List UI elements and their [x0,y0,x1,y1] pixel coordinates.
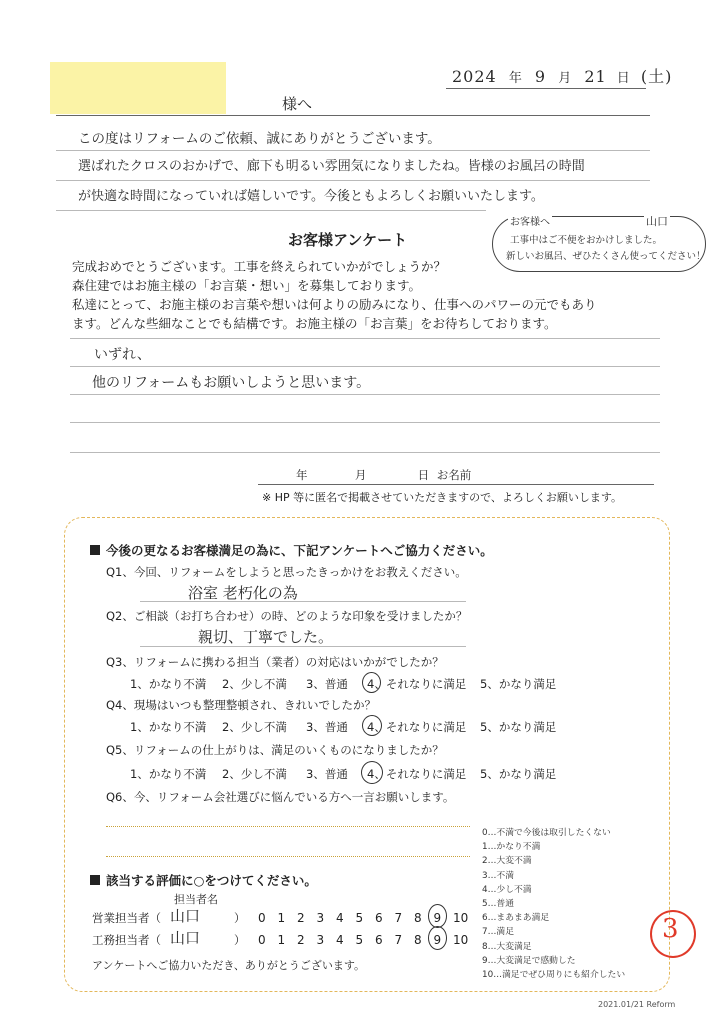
construction-score-5[interactable]: 5 [355,933,364,947]
date-weekday: (土) [640,67,673,86]
intro-text [72,257,597,333]
letter-line-1: この度はリフォームのご依頼、誠にありがとうございます。 [78,131,441,147]
sales-score-10[interactable]: 10 [453,911,469,925]
construction-score-9[interactable]: 9 [433,933,442,947]
sig-year: 年 [296,468,308,482]
letter-line-2: 選ばれたクロスのおかげで、廊下も明るい雰囲気になりましたね。皆様のお風呂の時間 [78,159,585,174]
intro-line-1: 完成おめでとうございます。工事を終えられていかがでしょうか？ [72,259,447,274]
sig-name: お名前 [436,468,472,482]
q4-option-4[interactable]: 4、それなりに満足 [367,720,467,734]
comment-rule-2 [70,366,660,367]
q4-option-1[interactable]: 1、かなり不満 [130,720,207,734]
comment-rule-4 [70,422,660,423]
comment-line-2: 他のリフォームもお願いしようと思います。 [92,375,371,391]
q4-selected-circle [362,715,382,736]
construction-score-0[interactable]: 0 [258,933,266,947]
salutation-underline [56,115,650,116]
balloon-line-1: 工事中はご不便をおかけしました。 [510,235,663,246]
sales-score-3[interactable]: 3 [316,911,325,925]
signature-underline [258,484,654,485]
date-underline [446,88,646,89]
intro-line-4: ます。どんな些細なことでも結構です。お施主様の「お言葉」をお待ちしております。 [72,316,557,331]
section1-title [90,541,493,559]
question-5: Q5、リフォームの仕上がりは、満足のいくものになりましたか？ [106,743,444,757]
scale-10: 10…満足でぜひ周りにも紹介したい [482,970,626,981]
sales-score-1[interactable]: 1 [277,911,286,925]
q4-option-5[interactable]: 5、かなり満足 [480,720,557,734]
scale-9: 9…大変満足で感動した [482,955,576,966]
sales-score-9[interactable]: 9 [433,911,442,925]
q3-option-1[interactable]: 1、かなり不満 [130,677,207,691]
date-day-unit: 日 [616,71,631,86]
balloon-line-2: 新しいお風呂、ぜひたくさん使ってください！ [506,251,706,262]
construction-score-2[interactable]: 2 [297,933,305,947]
q3-option-2[interactable]: 2、少し不満 [222,677,287,691]
sales-score-0[interactable]: 0 [258,911,266,925]
comment-rule-3 [70,394,660,395]
date-year: 2024 [452,67,497,86]
q3-selected-circle [362,672,381,693]
survey-title: お客様アンケート [288,231,408,249]
sales-selected-circle [428,904,447,928]
salutation: 様へ [282,95,313,113]
intro-line-2: 森住建ではお施主様の「お言葉・想い」を募集しております。 [72,278,422,293]
q3-option-3[interactable]: 3、普通 [306,677,348,691]
date-day: 21 [584,67,607,86]
construction-score-6[interactable]: 6 [375,933,383,947]
q5-option-5[interactable]: 5、かなり満足 [480,767,557,781]
comment-line-1: いずれ、 [94,347,151,363]
thanks-text: アンケートへご協力いただき、ありがとうございます。 [92,959,366,972]
construction-score-3[interactable]: 3 [316,933,325,947]
footer-note: 2021.01/21 Reform [598,1000,676,1009]
q6-rule-2 [106,856,470,857]
construction-selected-circle [428,926,447,950]
answer-2: 親切、丁寧でした。 [198,628,334,646]
construction-score-10[interactable]: 10 [453,933,469,947]
q3-option-5[interactable]: 5、かなり満足 [480,677,557,691]
q5-option-1[interactable]: 1、かなり不満 [130,767,207,781]
comment-rule-5 [70,452,660,453]
question-3: Q3、リフォームに携わる担当（業者）の対応はいかがでしたか？ [106,655,444,669]
q4-option-2[interactable]: 2、少し不満 [222,720,287,734]
signature-row [296,467,471,483]
rating-close-sales: ） [234,911,246,925]
question-1: Q1、今回、リフォームをしようと思ったきっかけをお教えください。 [106,565,467,579]
sales-score-2[interactable]: 2 [297,911,305,925]
construction-score-7[interactable]: 7 [394,933,403,947]
disclaimer: ※ HP 等に匿名で掲載させていただきますので、よろしくお願いします。 [262,491,623,504]
sales-score-5[interactable]: 5 [355,911,364,925]
sales-score-6[interactable]: 6 [375,911,383,925]
sticky-note [50,62,226,114]
q5-selected-circle [361,761,383,784]
rating-close-construction: ） [234,933,246,947]
construction-score-1[interactable]: 1 [277,933,286,947]
letter-rule-1 [56,150,650,151]
rating-label-construction: 工務担当者（ [92,933,161,947]
date-year-unit: 年 [508,71,523,86]
sales-score-7[interactable]: 7 [394,911,403,925]
scale-legend [482,826,625,982]
square-bullet-icon [90,545,100,555]
rating-name-construction: 山口 [170,929,201,947]
sig-month: 月 [354,468,367,482]
scale-8: 8…大変満足 [482,941,532,952]
balloon-to: お客様へ [508,213,552,228]
scale-7: 7…満足 [482,927,514,938]
scale-0: 0…不満で今後は取引したくない [482,828,611,838]
intro-line-3: 私達にとって、お施主様のお言葉や想いは何よりの励みになり、仕事へのパワーの元でもあり [72,297,597,312]
rating-name-sales: 山口 [170,907,201,925]
letter-rule-2 [56,180,650,181]
section1-title-text: 今後の更なるお客様満足の為に、下記アンケートへご協力ください。 [106,543,493,558]
q6-rule-1 [106,826,470,827]
section2-title-text: 該当する評価に○をつけてください。 [106,873,317,888]
answer-1: 浴室 老朽化の為 [188,584,298,602]
sales-score-8[interactable]: 8 [414,911,422,925]
question-6: Q6、今、リフォーム会社選びに悩んでいる方へ一言お願いします。 [106,790,455,804]
q5-option-4[interactable]: 4、それなりに満足 [367,767,467,781]
section2-title [90,871,317,889]
square-bullet-icon [90,875,100,885]
sales-score-4[interactable]: 4 [336,911,344,925]
q3-option-4[interactable]: 4、それなりに満足 [367,677,467,691]
staff-name-header: 担当者名 [174,893,218,906]
letter-line-3: が快適な時間になっていれば嬉しいです。今後ともよろしくお願いいたします。 [78,189,544,204]
question-4: Q4、現場はいつも整理整頓され、きれいでしたか？ [106,698,377,712]
scale-4: 4…少し不満 [482,884,532,895]
q4-option-3[interactable]: 3、普通 [306,720,348,734]
rating-label-sales: 営業担当者（ [92,911,161,925]
construction-score-4[interactable]: 4 [336,933,344,947]
scale-5: 5…普通 [482,899,514,910]
q5-option-2[interactable]: 2、少し不満 [222,767,287,781]
sig-day: 日 [417,468,430,482]
scale-1: 1…かなり不満 [482,842,541,853]
construction-score-8[interactable]: 8 [414,933,422,947]
comment-rule-1 [70,338,660,339]
question-2: Q2、ご相談（お打ち合わせ）の時、どのような印象を受けましたか？ [106,609,468,623]
date-month: 9 [534,67,547,86]
answer-2-rule [140,646,466,647]
red-mark-number: 3 [662,914,679,944]
letter-rule-3 [56,210,486,211]
scale-3: 3…不満 [482,870,514,881]
date [452,64,672,87]
scale-2: 2…大変不満 [482,856,532,867]
answer-1-rule [140,601,466,602]
balloon-from: 山口 [646,215,668,228]
date-month-unit: 月 [558,71,573,86]
q5-option-3[interactable]: 3、普通 [306,767,348,781]
scale-6: 6…まあまあ満足 [482,913,550,924]
